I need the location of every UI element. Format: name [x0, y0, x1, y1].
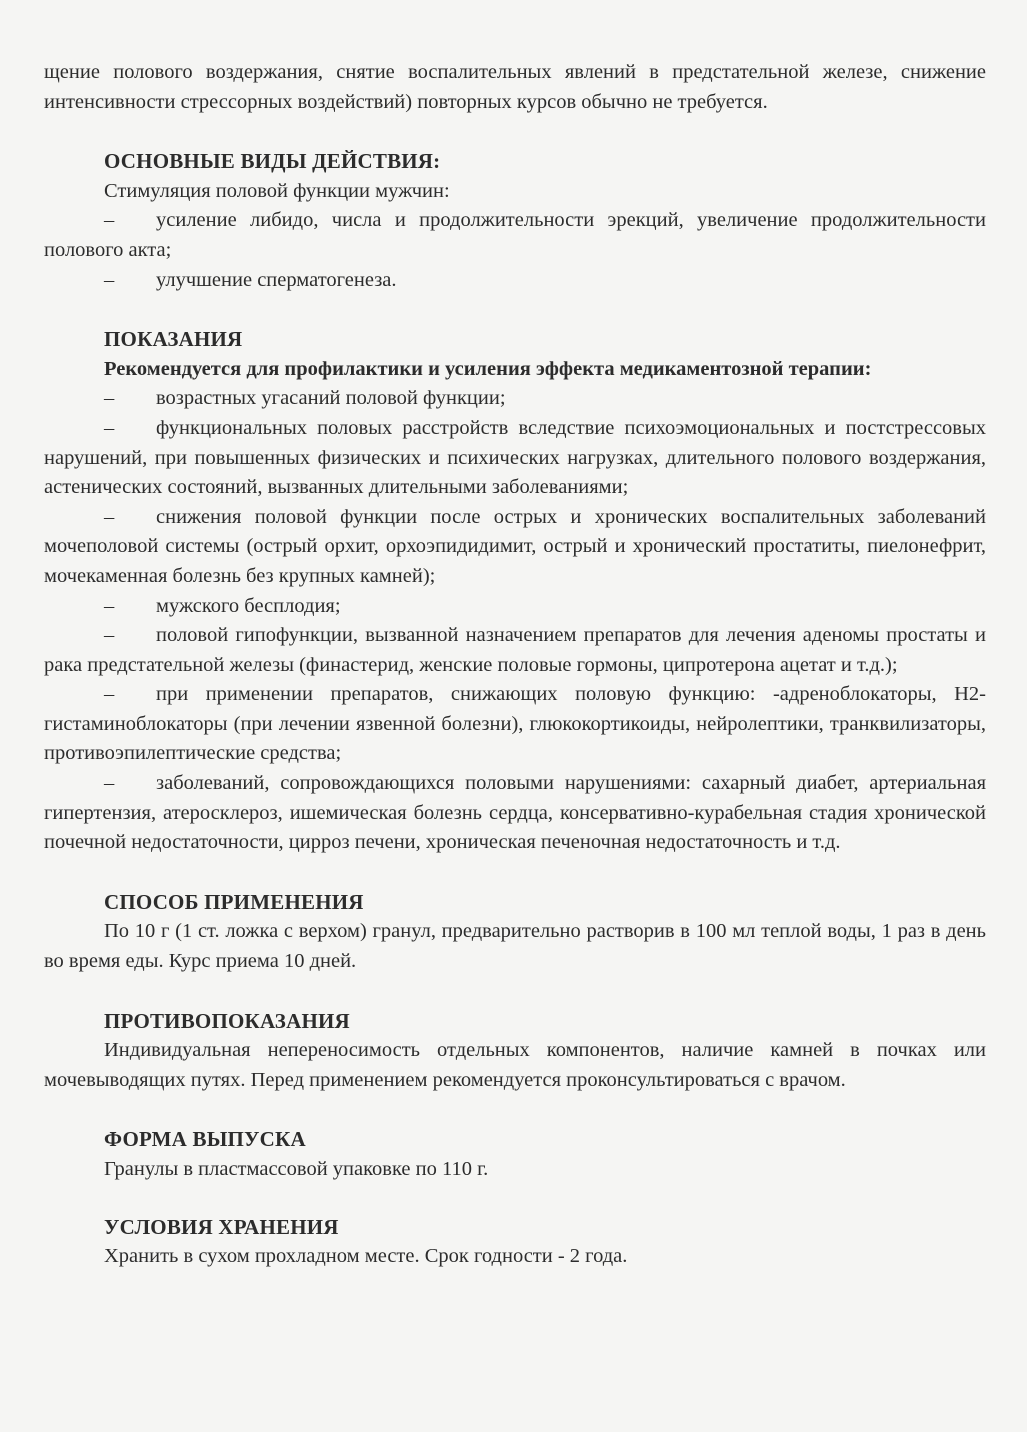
- dash-marker: –: [104, 683, 115, 706]
- dash-marker: –: [104, 209, 115, 232]
- contraindications-heading: ПРОТИВОПОКАЗАНИЯ: [104, 1008, 350, 1033]
- release-form-heading: ФОРМА ВЫПУСКА: [104, 1127, 306, 1152]
- list-item: – усиление либидо, числа и продолжительности эрекций, увеличение продолжительности полового акта;: [44, 206, 986, 265]
- usage-heading: СПОСОБ ПРИМЕНЕНИЯ: [104, 889, 364, 914]
- list-item: – возрастных угасаний половой функции;: [44, 384, 986, 414]
- section-indications: [44, 325, 986, 858]
- dash-marker: –: [104, 594, 115, 617]
- list-item: – снижения половой функции после острых и хронических воспалительных заболеваний мочеполовой системы (острый орхит, орхоэпидидимит, острый и хронический простатиты, пиелонефрит, мочекаменная болезнь без крупных камней);: [44, 503, 986, 592]
- section-release-form: [44, 1125, 986, 1184]
- storage-text: Хранить в сухом прохладном месте. Срок годности - 2 года.: [104, 1245, 628, 1268]
- section-usage: [44, 888, 986, 977]
- release-form-text: Гранулы в пластмассовой упаковке по 110 г.: [104, 1158, 489, 1180]
- dash-marker: –: [104, 268, 115, 291]
- document-body: [44, 58, 986, 1272]
- actions-heading: ОСНОВНЫЕ ВИДЫ ДЕЙСТВИЯ:: [104, 149, 441, 174]
- usage-text: По 10 г (1 ст. ложка с верхом) гранул, предварительно растворив в 100 мл теплой воды, 1 раз в день во время еды. Курс приема 10 дней.: [44, 920, 986, 973]
- contraindications-text: Индивидуальная непереносимость отдельных компонентов, наличие камней в почках или мочевыводящих путях. Перед применением рекомендуется проконсультироваться с врачом.: [44, 1039, 986, 1091]
- section-contraindications: [44, 1007, 986, 1096]
- indications-heading: ПОКАЗАНИЯ: [104, 327, 243, 352]
- list-item: – мужского бесплодия;: [44, 592, 986, 622]
- indications-lead: Рекомендуется для профилактики и усиления эффекта медикаментозной терапии:: [104, 357, 872, 380]
- list-item: – улучшение сперматогенеза.: [44, 266, 986, 296]
- dash-marker: –: [104, 772, 115, 795]
- dash-marker: –: [104, 416, 115, 439]
- actions-lead: Стимуляция половой функции мужчин:: [104, 179, 450, 202]
- storage-heading: УСЛОВИЯ ХРАНЕНИЯ: [104, 1214, 339, 1239]
- list-item: – функциональных половых расстройств вследствие психоэмоциональных и постстрессовых нарушений, при повышенных физических и психических нагрузках, длительного полового воздержания, астенических состояний, вызванных длительными заболеваниями;: [44, 414, 986, 503]
- dash-marker: –: [104, 505, 115, 528]
- dash-marker: –: [104, 624, 115, 647]
- section-actions: [44, 147, 986, 295]
- section-storage: [44, 1213, 986, 1272]
- list-item: – при применении препаратов, снижающих половую функцию: -адреноблокаторы, Н2-гистаминоблокаторы (при лечении язвенной болезни), глюкокортикоиды, нейролептики, транквилизаторы, противоэпилептические средства;: [44, 680, 986, 769]
- list-item: – половой гипофункции, вызванной назначением препаратов для лечения аденомы простаты и рака предстательной железы (финастерид, женские половые гормоны, ципротерона ацетат и т.д.);: [44, 621, 986, 680]
- intro-paragraph: щение полового воздержания, снятие воспалительных явлений в предстательной железе, снижение интенсивности стрессорных воздействий) повторных курсов обычно не требуется.: [44, 61, 986, 113]
- dash-marker: –: [104, 387, 115, 410]
- list-item: – заболеваний, сопровождающихся половыми нарушениями: сахарный диабет, артериальная гипертензия, атеросклероз, ишемическая болезнь сердца, консервативно-курабельная стадия хронической почечной недостаточности, цирроз печени, хроническая печеночная недостаточность и т.д.: [44, 769, 986, 858]
